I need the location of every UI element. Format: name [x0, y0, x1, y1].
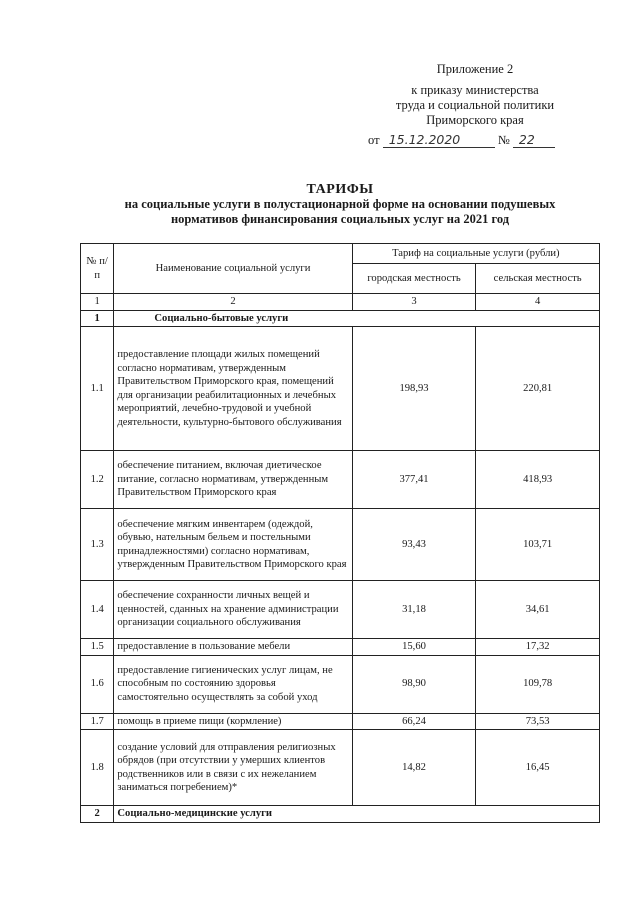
row-rural-value: 418,93 [476, 451, 600, 509]
section-num: 2 [81, 806, 114, 823]
row-urban-value: 377,41 [352, 451, 476, 509]
row-urban-value: 66,24 [352, 713, 476, 730]
section-title: Социально-медицинские услуги [114, 806, 600, 823]
number-prefix: № [497, 133, 510, 147]
row-name: создание условий для отправления религиозных обрядов (при отсутствии у умерших клиентов родственников или в связи с их нежеланием заниматься погребением)* [114, 730, 352, 806]
row-name: предоставление в пользование мебели [114, 639, 352, 656]
row-num: 1.6 [81, 655, 114, 713]
section-title: Социально-бытовые услуги [114, 310, 600, 327]
row-urban-value: 31,18 [352, 581, 476, 639]
row-name: обеспечение сохранности личных вещей и ценностей, сданных на хранение администрации организации социального обслуживания [114, 581, 352, 639]
appendix-line: Приморского края [426, 113, 524, 127]
row-num: 1.2 [81, 451, 114, 509]
index-cell: 4 [476, 294, 600, 311]
row-name: предоставление гигиенических услуг лицам, не способным по состоянию здоровья самостоятельно осуществлять за собой уход [114, 655, 352, 713]
appendix-block [360, 62, 590, 148]
row-rural-value: 16,45 [476, 730, 600, 806]
section-num: 1 [81, 310, 114, 327]
appendix-line: труда и социальной политики [395, 98, 555, 112]
row-name: обеспечение мягким инвентарем (одеждой, обувью, нательным бельем и постельными принадлежностями) согласно нормативам, утвержденным Правительством Приморского края [114, 509, 352, 581]
row-rural-value: 220,81 [476, 327, 600, 451]
index-cell: 1 [81, 294, 114, 311]
row-rural-value: 73,53 [476, 713, 600, 730]
row-num: 1.5 [81, 639, 114, 656]
row-num: 1.7 [81, 713, 114, 730]
index-cell: 3 [352, 294, 476, 311]
row-urban-value: 14,82 [352, 730, 476, 806]
document-heading [80, 182, 600, 227]
heading-subtitle: на социальные услуги в полустационарной форме на основании подушевых [124, 197, 556, 211]
row-name: обеспечение питанием, включая диетическое питание, согласно нормативам, утвержденным Правительством Приморского края [114, 451, 352, 509]
row-rural-value: 109,78 [476, 655, 600, 713]
index-cell: 2 [114, 294, 352, 311]
header-num: № п/п [81, 244, 114, 294]
row-num: 1.3 [81, 509, 114, 581]
handwritten-date: 15.12.2020 [383, 132, 495, 148]
heading-subtitle: нормативов финансирования социальных услуг на 2021 год [170, 212, 510, 226]
row-urban-value: 98,90 [352, 655, 476, 713]
row-rural-value: 17,32 [476, 639, 600, 656]
row-urban-value: 15,60 [352, 639, 476, 656]
header-name: Наименование социальной услуги [114, 244, 352, 294]
row-urban-value: 93,43 [352, 509, 476, 581]
row-name: помощь в приеме пищи (кормление) [114, 713, 352, 730]
row-urban-value: 198,93 [352, 327, 476, 451]
row-num: 1.8 [81, 730, 114, 806]
row-rural-value: 34,61 [476, 581, 600, 639]
row-rural-value: 103,71 [476, 509, 600, 581]
date-prefix: от [368, 133, 380, 147]
date-line [360, 132, 590, 148]
header-tariff: Тариф на социальные услуги (рубли) [352, 244, 599, 264]
appendix-line: к приказу министерства [411, 83, 539, 97]
handwritten-number: 22 [513, 132, 555, 148]
row-num: 1.4 [81, 581, 114, 639]
header-rural: сельская местность [476, 264, 600, 294]
heading-title: ТАРИФЫ [306, 182, 374, 197]
header-urban: городская местность [352, 264, 476, 294]
row-num: 1.1 [81, 327, 114, 451]
row-name: предоставление площади жилых помещений согласно нормативам, утвержденным Правительством Приморского края, помещений для организации реабилитационных и лечебных мероприятий, лечебно-трудовой и учебной деятельности, культурно-бытового обслуживания [114, 327, 352, 451]
tariff-table [80, 243, 600, 823]
appendix-title: Приложение 2 [436, 62, 514, 76]
